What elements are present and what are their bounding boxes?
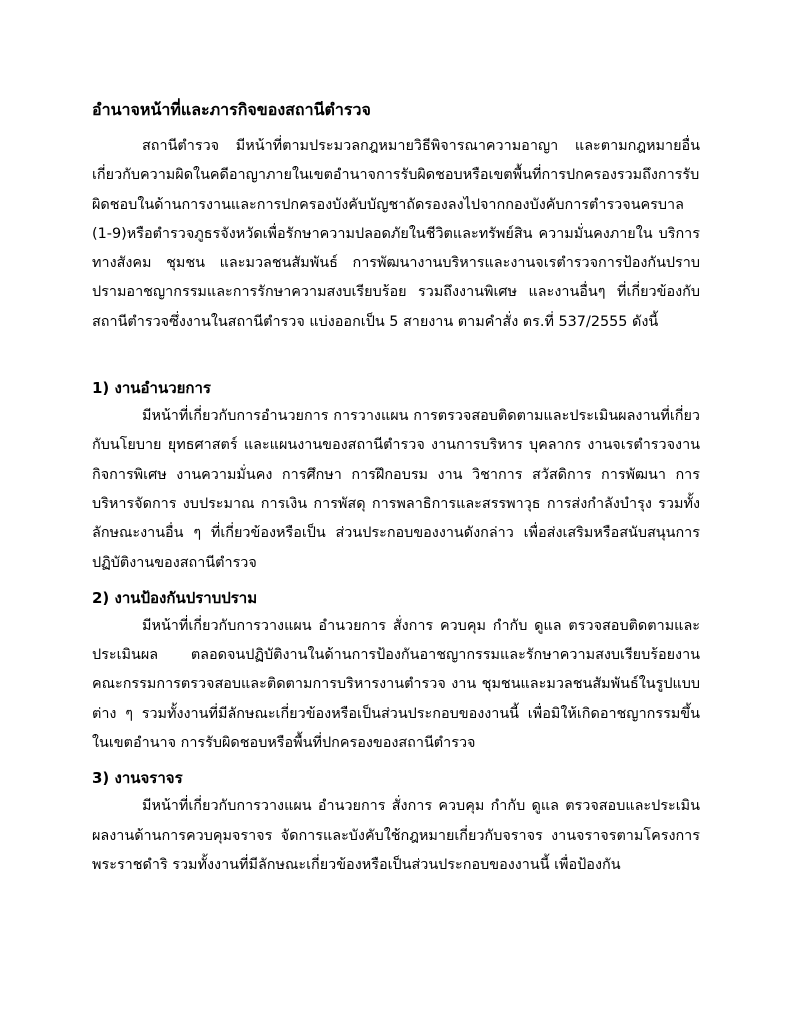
section-body-traffic: มีหน้าที่เกี่ยวกับการวางแผน อำนวยการ สั่งการ ควบคุม กำกับ ดูแล ตรวจสอบและประเมินผลงานด้านการควบคุมจราจร จัดการและบังคับใช้กฎหมายเกี่ยวกับจราจร งานจราจรตามโครงการพระราชดำริ รวมทั้งงานที่มีลักษณะเกี่ยวข้องหรือเป็นส่วนประกอบของงานนี้ เพื่อป้องกัน xyxy=(92,798,700,873)
section-body-crime-prevention: มีหน้าที่เกี่ยวกับการวางแผน อำนวยการ สั่งการ ควบคุม กำกับ ดูแล ตรวจสอบติดตามและประเมินผล ตลอดจนปฏิบัติงานในด้านการป้องกันอาชญากรรมและรักษาความสงบเรียบร้อยงานคณะกรรมการตรวจสอบและติดตามการบริหารงานตำรวจ งาน ชุมชนและมวลชนสัมพันธ์ในรูปแบบต่าง ๆ รวมทั้งงานที่มีลักษณะเกี่ยวข้องหรือเป็นส่วนประกอบของงานนี้ เพื่อมิให้เกิดอาชญากรรมขึ้นในเขตอำนาจ การรับผิดชอบหรือพื้นที่ปกครองของสถานีตำรวจ xyxy=(92,617,700,752)
intro-paragraph: สถานีตำรวจ มีหน้าที่ตามประมวลกฎหมายวิธีพิจารณาความอาญา และตามกฎหมายอื่นเกี่ยวกับความผิดในคดีอาญาภายในเขตอำนาจการรับผิดชอบหรือเขตพื้นที่การปกครองรวมถึงการรับผิดชอบในด้านการงานและการปกครองบังคับบัญชาถัดรองลงไปจากกองบังคับการตำรวจนครบาล (1-9)หรือตำรวจภูธรจังหวัดเพื่อรักษาความปลอดภัยในชีวิตและทรัพย์สิน ความมั่นคงภายใน บริการทางสังคม ชุมชน และมวลชนสัมพันธ์ การพัฒนางานบริหารและงานจเรตำรวจการป้องกันปราบปรามอาชญากรรมและการรักษาความสงบเรียบร้อย รวมถึงงานพิเศษ และงานอื่นๆ ที่เกี่ยวข้องกับสถานีตำรวจซึ่งงานในสถานีตำรวจ แบ่งออกเป็น 5 สายงาน ตามคำสั่ง ตร.ที่ 537/2555 ดังนี้ xyxy=(92,138,700,330)
section-body-administration: มีหน้าที่เกี่ยวกับการอำนวยการ การวางแผน การตรวจสอบติดตามและประเมินผลงานที่เกี่ยวกับนโยบาย ยุทธศาสตร์ และแผนงานของสถานีตำรวจ งานการบริหาร บุคลากร งานจเรตำรวจงานกิจการพิเศษ งานความมั่นคง การศึกษา การฝึกอบรม งาน วิชาการ สวัสดิการ การพัฒนา การบริหารจัดการ งบประมาณ การเงิน การพัสดุ การพลาธิการและสรรพาวุธ การส่งกำลังบำรุง รวมทั้งลักษณะงานอื่น ๆ ที่เกี่ยวข้องหรือเป็น ส่วนประกอบของงานดังกล่าว เพื่อส่งเสริมหรือสนับสนุนการปฏิบัติงานของสถานีตำรวจ xyxy=(92,408,700,571)
document-page xyxy=(92,96,700,880)
section-heading-administration: 1) งานอำนวยการ xyxy=(92,379,211,398)
page-title: อำนาจหน้าที่และภารกิจของสถานีตำรวจ xyxy=(92,100,371,119)
section-heading-traffic: 3) งานจราจร xyxy=(92,769,183,788)
section-heading-crime-prevention: 2) งานป้องกันปราบปราม xyxy=(92,588,258,607)
section-spacer xyxy=(92,337,700,374)
